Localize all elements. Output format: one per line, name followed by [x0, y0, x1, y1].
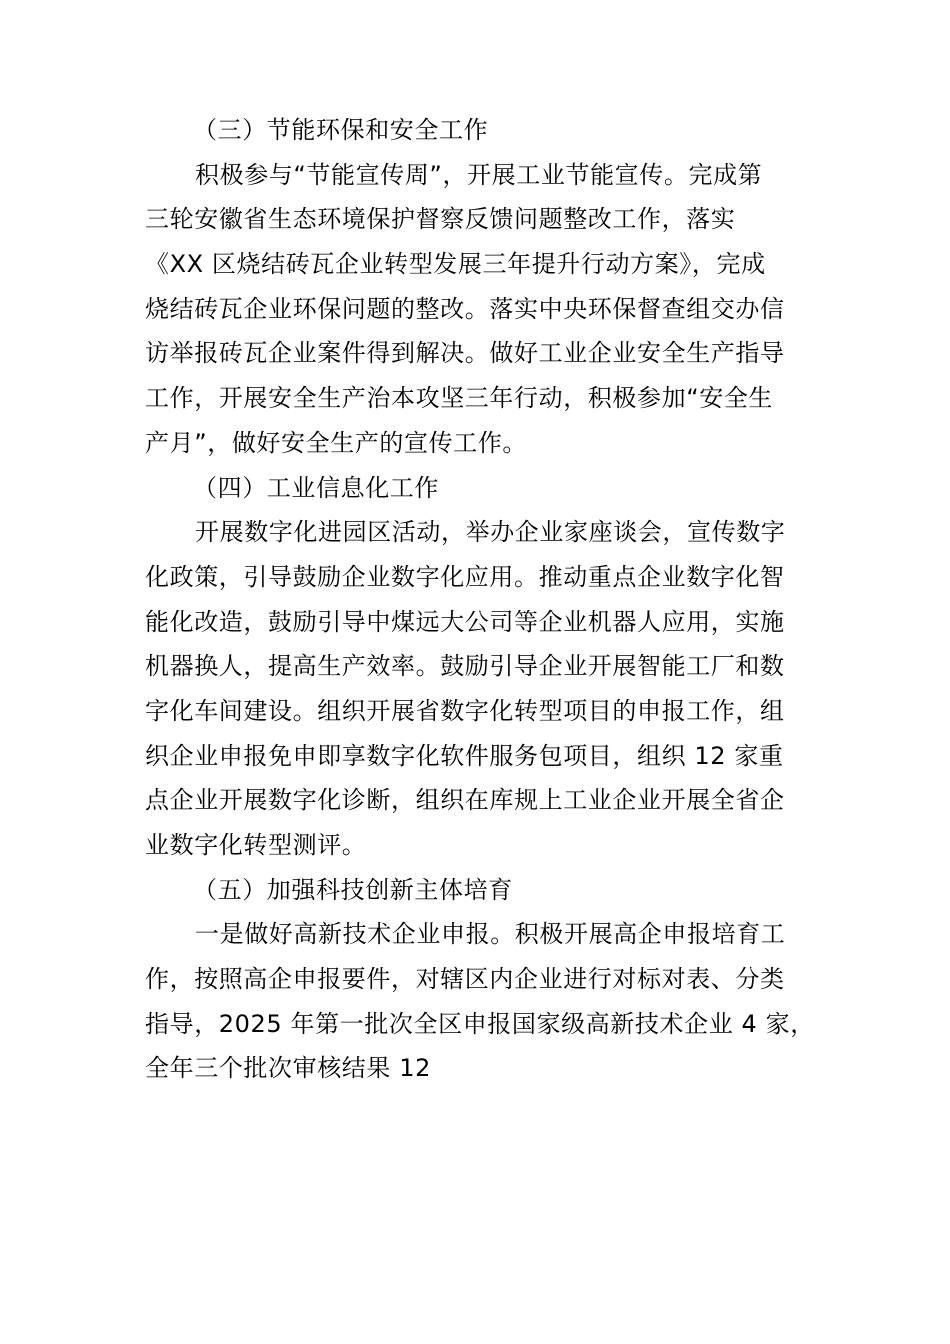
paragraph-line: 能化改造，鼓励引导中煤远大公司等企业机器人应用，实施	[145, 607, 785, 636]
paragraph-line: 指导，2025 年第一批次全区申报国家级高新技术企业 4 家，	[145, 1009, 815, 1038]
paragraph-line: 点企业开展数字化诊断，组织在库规上工业企业开展全省企	[145, 786, 785, 815]
paragraph-line: 机器换人，提高生产效率。鼓励引导企业开展智能工厂和数	[145, 652, 785, 681]
paragraph-line: 化政策，引导鼓励企业数字化应用。推动重点企业数字化智	[145, 562, 785, 591]
paragraph-line: 积极参与“节能宣传周”，开展工业节能宣传。完成第	[195, 160, 763, 189]
paragraph-line: 烧结砖瓦企业环保问题的整改。落实中央环保督查组交办信	[145, 294, 785, 323]
section-heading-informatization: （四）工业信息化工作	[193, 473, 439, 502]
section-heading-innovation: （五）加强科技创新主体培育	[193, 875, 513, 904]
paragraph-line: 全年三个批次审核结果 12	[145, 1054, 431, 1083]
paragraph-line: 《XX 区烧结砖瓦企业转型发展三年提升行动方案》，完成	[145, 250, 766, 279]
paragraph-line: 三轮安徽省生态环境保护督察反馈问题整改工作，落实	[145, 205, 736, 234]
paragraph-line: 开展数字化进园区活动，举办企业家座谈会，宣传数字	[195, 518, 786, 547]
paragraph-line: 访举报砖瓦企业案件得到解决。做好工业企业安全生产指导	[145, 339, 785, 368]
paragraph-line: 作，按照高企申报要件，对辖区内企业进行对标对表、分类	[145, 965, 785, 994]
paragraph-line: 产月”，做好安全生产的宣传工作。	[145, 428, 528, 457]
paragraph-line: 织企业申报免申即享数字化软件服务包项目，组织 12 家重	[145, 741, 784, 770]
document-body	[145, 108, 815, 1091]
paragraph-line: 业数字化转型测评。	[145, 831, 367, 859]
paragraph-line: 一是做好高新技术企业申报。积极开展高企申报培育工	[195, 920, 786, 949]
paragraph-line: 工作，开展安全生产治本攻坚三年行动，积极参加“安全生	[145, 384, 774, 413]
section-heading-energy-safety: （三）节能环保和安全工作	[193, 116, 489, 144]
paragraph-line: 字化车间建设。组织开展省数字化转型项目的申报工作，组	[145, 696, 785, 725]
